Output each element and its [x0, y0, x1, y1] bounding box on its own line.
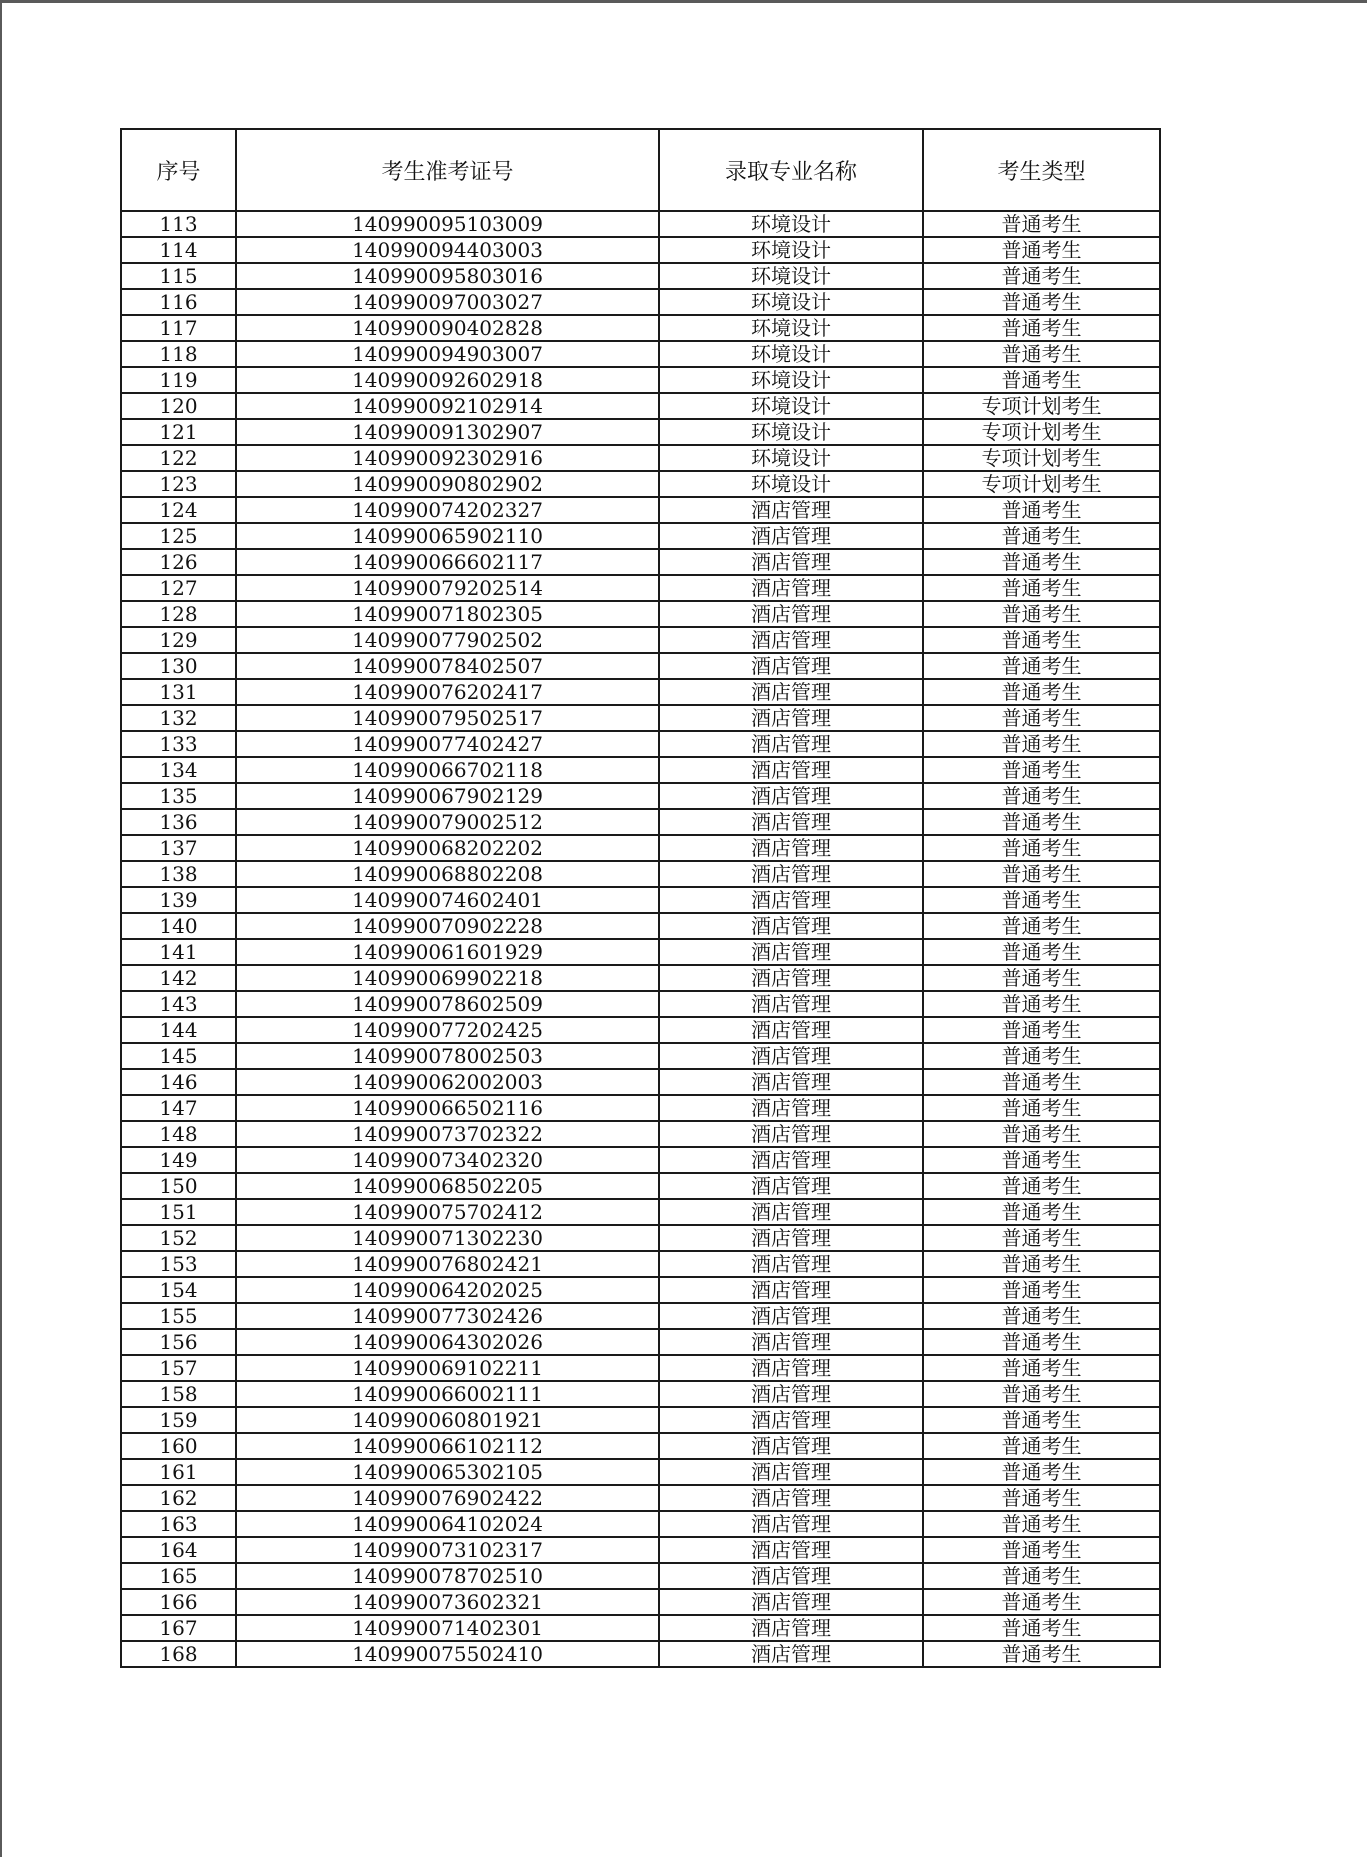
cell-candidate-type: 普通考生 — [923, 1511, 1160, 1537]
cell-serial-number: 138 — [121, 861, 236, 887]
table-row — [121, 1303, 1160, 1329]
cell-exam-ticket-number: 140990095803016 — [236, 263, 659, 289]
table-row — [121, 627, 1160, 653]
cell-major-name: 酒店管理 — [659, 1017, 923, 1043]
cell-exam-ticket-number: 140990073702322 — [236, 1121, 659, 1147]
cell-major-name: 环境设计 — [659, 445, 923, 471]
cell-exam-ticket-number: 140990071802305 — [236, 601, 659, 627]
cell-major-name: 酒店管理 — [659, 1095, 923, 1121]
cell-major-name: 酒店管理 — [659, 835, 923, 861]
page-left-border — [0, 0, 2, 1857]
cell-major-name: 环境设计 — [659, 341, 923, 367]
cell-major-name: 酒店管理 — [659, 861, 923, 887]
cell-exam-ticket-number: 140990073602321 — [236, 1589, 659, 1615]
cell-major-name: 环境设计 — [659, 367, 923, 393]
cell-candidate-type: 普通考生 — [923, 1225, 1160, 1251]
cell-major-name: 酒店管理 — [659, 1199, 923, 1225]
cell-exam-ticket-number: 140990078402507 — [236, 653, 659, 679]
cell-exam-ticket-number: 140990074202327 — [236, 497, 659, 523]
cell-serial-number: 121 — [121, 419, 236, 445]
table-row — [121, 445, 1160, 471]
cell-exam-ticket-number: 140990078702510 — [236, 1563, 659, 1589]
cell-exam-ticket-number: 140990077202425 — [236, 1017, 659, 1043]
cell-major-name: 酒店管理 — [659, 1433, 923, 1459]
cell-major-name: 酒店管理 — [659, 1329, 923, 1355]
cell-major-name: 酒店管理 — [659, 523, 923, 549]
table-row — [121, 393, 1160, 419]
cell-candidate-type: 普通考生 — [923, 705, 1160, 731]
cell-major-name: 酒店管理 — [659, 1511, 923, 1537]
cell-major-name: 酒店管理 — [659, 1251, 923, 1277]
table-row — [121, 1537, 1160, 1563]
cell-serial-number: 116 — [121, 289, 236, 315]
cell-candidate-type: 普通考生 — [923, 601, 1160, 627]
table-row — [121, 991, 1160, 1017]
cell-serial-number: 127 — [121, 575, 236, 601]
cell-candidate-type: 普通考生 — [923, 1329, 1160, 1355]
table-row — [121, 1641, 1160, 1667]
cell-exam-ticket-number: 140990094903007 — [236, 341, 659, 367]
cell-major-name: 酒店管理 — [659, 1277, 923, 1303]
cell-major-name: 酒店管理 — [659, 965, 923, 991]
cell-candidate-type: 普通考生 — [923, 835, 1160, 861]
cell-candidate-type: 普通考生 — [923, 679, 1160, 705]
cell-serial-number: 168 — [121, 1641, 236, 1667]
table-row — [121, 653, 1160, 679]
cell-serial-number: 159 — [121, 1407, 236, 1433]
table-row — [121, 497, 1160, 523]
cell-candidate-type: 普通考生 — [923, 497, 1160, 523]
cell-serial-number: 160 — [121, 1433, 236, 1459]
cell-exam-ticket-number: 140990064102024 — [236, 1511, 659, 1537]
cell-exam-ticket-number: 140990076802421 — [236, 1251, 659, 1277]
cell-major-name: 酒店管理 — [659, 627, 923, 653]
cell-exam-ticket-number: 140990092302916 — [236, 445, 659, 471]
cell-exam-ticket-number: 140990068202202 — [236, 835, 659, 861]
cell-serial-number: 133 — [121, 731, 236, 757]
cell-candidate-type: 普通考生 — [923, 627, 1160, 653]
table-row — [121, 211, 1160, 237]
cell-exam-ticket-number: 140990079202514 — [236, 575, 659, 601]
table-row — [121, 1485, 1160, 1511]
cell-candidate-type: 普通考生 — [923, 575, 1160, 601]
table-row — [121, 1589, 1160, 1615]
cell-major-name: 环境设计 — [659, 419, 923, 445]
cell-candidate-type: 普通考生 — [923, 1043, 1160, 1069]
cell-exam-ticket-number: 140990068502205 — [236, 1173, 659, 1199]
cell-candidate-type: 普通考生 — [923, 1381, 1160, 1407]
cell-major-name: 酒店管理 — [659, 991, 923, 1017]
cell-serial-number: 155 — [121, 1303, 236, 1329]
cell-candidate-type: 普通考生 — [923, 1433, 1160, 1459]
cell-serial-number: 163 — [121, 1511, 236, 1537]
table-row — [121, 601, 1160, 627]
cell-exam-ticket-number: 140990069102211 — [236, 1355, 659, 1381]
cell-major-name: 酒店管理 — [659, 1303, 923, 1329]
cell-candidate-type: 普通考生 — [923, 1121, 1160, 1147]
cell-serial-number: 143 — [121, 991, 236, 1017]
cell-major-name: 酒店管理 — [659, 1459, 923, 1485]
cell-major-name: 环境设计 — [659, 315, 923, 341]
cell-candidate-type: 普通考生 — [923, 861, 1160, 887]
table-header-row — [121, 129, 1160, 211]
table-row — [121, 965, 1160, 991]
cell-candidate-type: 普通考生 — [923, 1095, 1160, 1121]
table-row — [121, 757, 1160, 783]
cell-serial-number: 120 — [121, 393, 236, 419]
cell-candidate-type: 普通考生 — [923, 1173, 1160, 1199]
cell-exam-ticket-number: 140990090802902 — [236, 471, 659, 497]
cell-candidate-type: 普通考生 — [923, 783, 1160, 809]
table-row — [121, 341, 1160, 367]
cell-major-name: 酒店管理 — [659, 809, 923, 835]
cell-exam-ticket-number: 140990069902218 — [236, 965, 659, 991]
cell-candidate-type: 普通考生 — [923, 341, 1160, 367]
cell-serial-number: 148 — [121, 1121, 236, 1147]
cell-major-name: 酒店管理 — [659, 913, 923, 939]
table-row — [121, 1147, 1160, 1173]
cell-candidate-type: 普通考生 — [923, 1199, 1160, 1225]
cell-serial-number: 150 — [121, 1173, 236, 1199]
table-row — [121, 705, 1160, 731]
cell-exam-ticket-number: 140990066702118 — [236, 757, 659, 783]
table-row — [121, 523, 1160, 549]
cell-exam-ticket-number: 140990067902129 — [236, 783, 659, 809]
cell-serial-number: 162 — [121, 1485, 236, 1511]
header-serial-number: 序号 — [121, 129, 236, 211]
cell-serial-number: 142 — [121, 965, 236, 991]
table-row — [121, 861, 1160, 887]
cell-major-name: 酒店管理 — [659, 705, 923, 731]
table-row — [121, 835, 1160, 861]
table-row — [121, 575, 1160, 601]
cell-exam-ticket-number: 140990068802208 — [236, 861, 659, 887]
cell-exam-ticket-number: 140990066102112 — [236, 1433, 659, 1459]
cell-serial-number: 119 — [121, 367, 236, 393]
cell-exam-ticket-number: 140990074602401 — [236, 887, 659, 913]
cell-major-name: 酒店管理 — [659, 1147, 923, 1173]
cell-candidate-type: 专项计划考生 — [923, 445, 1160, 471]
cell-major-name: 酒店管理 — [659, 887, 923, 913]
table-row — [121, 1199, 1160, 1225]
cell-exam-ticket-number: 140990097003027 — [236, 289, 659, 315]
cell-serial-number: 161 — [121, 1459, 236, 1485]
table-row — [121, 913, 1160, 939]
cell-exam-ticket-number: 140990061601929 — [236, 939, 659, 965]
cell-serial-number: 139 — [121, 887, 236, 913]
cell-serial-number: 130 — [121, 653, 236, 679]
table-row — [121, 1563, 1160, 1589]
cell-serial-number: 149 — [121, 1147, 236, 1173]
header-major-name: 录取专业名称 — [659, 129, 923, 211]
cell-major-name: 酒店管理 — [659, 1043, 923, 1069]
cell-exam-ticket-number: 140990076202417 — [236, 679, 659, 705]
table-row — [121, 1173, 1160, 1199]
cell-exam-ticket-number: 140990090402828 — [236, 315, 659, 341]
cell-serial-number: 113 — [121, 211, 236, 237]
table-row — [121, 1511, 1160, 1537]
cell-major-name: 环境设计 — [659, 393, 923, 419]
cell-serial-number: 156 — [121, 1329, 236, 1355]
cell-exam-ticket-number: 140990066602117 — [236, 549, 659, 575]
table-row — [121, 1433, 1160, 1459]
table-row — [121, 1615, 1160, 1641]
cell-major-name: 酒店管理 — [659, 1407, 923, 1433]
cell-serial-number: 158 — [121, 1381, 236, 1407]
cell-major-name: 酒店管理 — [659, 783, 923, 809]
cell-major-name: 酒店管理 — [659, 1121, 923, 1147]
table-row — [121, 1407, 1160, 1433]
table-row — [121, 289, 1160, 315]
cell-candidate-type: 普通考生 — [923, 549, 1160, 575]
cell-exam-ticket-number: 140990065902110 — [236, 523, 659, 549]
cell-serial-number: 114 — [121, 237, 236, 263]
table-row — [121, 1381, 1160, 1407]
cell-serial-number: 153 — [121, 1251, 236, 1277]
cell-serial-number: 134 — [121, 757, 236, 783]
cell-major-name: 酒店管理 — [659, 1615, 923, 1641]
cell-candidate-type: 普通考生 — [923, 1537, 1160, 1563]
cell-exam-ticket-number: 140990062002003 — [236, 1069, 659, 1095]
cell-exam-ticket-number: 140990071402301 — [236, 1615, 659, 1641]
cell-exam-ticket-number: 140990064302026 — [236, 1329, 659, 1355]
cell-candidate-type: 普通考生 — [923, 1407, 1160, 1433]
cell-exam-ticket-number: 140990092602918 — [236, 367, 659, 393]
cell-exam-ticket-number: 140990071302230 — [236, 1225, 659, 1251]
cell-serial-number: 131 — [121, 679, 236, 705]
table-row — [121, 237, 1160, 263]
cell-candidate-type: 普通考生 — [923, 523, 1160, 549]
cell-candidate-type: 普通考生 — [923, 1303, 1160, 1329]
cell-major-name: 酒店管理 — [659, 653, 923, 679]
cell-serial-number: 125 — [121, 523, 236, 549]
cell-major-name: 酒店管理 — [659, 575, 923, 601]
cell-serial-number: 157 — [121, 1355, 236, 1381]
page-top-border — [0, 0, 1367, 3]
cell-candidate-type: 普通考生 — [923, 939, 1160, 965]
cell-serial-number: 115 — [121, 263, 236, 289]
table-row — [121, 1043, 1160, 1069]
cell-major-name: 酒店管理 — [659, 939, 923, 965]
cell-candidate-type: 普通考生 — [923, 1147, 1160, 1173]
cell-candidate-type: 普通考生 — [923, 315, 1160, 341]
cell-major-name: 环境设计 — [659, 237, 923, 263]
table-row — [121, 679, 1160, 705]
cell-major-name: 酒店管理 — [659, 497, 923, 523]
cell-exam-ticket-number: 140990094403003 — [236, 237, 659, 263]
table-row — [121, 1355, 1160, 1381]
cell-serial-number: 140 — [121, 913, 236, 939]
cell-serial-number: 152 — [121, 1225, 236, 1251]
cell-candidate-type: 普通考生 — [923, 991, 1160, 1017]
table-row — [121, 263, 1160, 289]
table-row — [121, 1121, 1160, 1147]
cell-candidate-type: 普通考生 — [923, 809, 1160, 835]
table-row — [121, 809, 1160, 835]
cell-major-name: 酒店管理 — [659, 549, 923, 575]
table-row — [121, 419, 1160, 445]
cell-candidate-type: 普通考生 — [923, 1251, 1160, 1277]
table-row — [121, 367, 1160, 393]
table-row — [121, 471, 1160, 497]
table-row — [121, 315, 1160, 341]
cell-candidate-type: 普通考生 — [923, 1277, 1160, 1303]
cell-candidate-type: 普通考生 — [923, 263, 1160, 289]
header-exam-ticket-number: 考生准考证号 — [236, 129, 659, 211]
table-row — [121, 1069, 1160, 1095]
cell-major-name: 酒店管理 — [659, 1225, 923, 1251]
cell-serial-number: 164 — [121, 1537, 236, 1563]
cell-candidate-type: 普通考生 — [923, 289, 1160, 315]
cell-exam-ticket-number: 140990064202025 — [236, 1277, 659, 1303]
cell-candidate-type: 普通考生 — [923, 731, 1160, 757]
table-row — [121, 887, 1160, 913]
cell-candidate-type: 普通考生 — [923, 965, 1160, 991]
cell-major-name: 酒店管理 — [659, 1069, 923, 1095]
cell-major-name: 酒店管理 — [659, 1589, 923, 1615]
cell-major-name: 环境设计 — [659, 263, 923, 289]
cell-exam-ticket-number: 140990077902502 — [236, 627, 659, 653]
cell-candidate-type: 普通考生 — [923, 653, 1160, 679]
cell-major-name: 酒店管理 — [659, 1381, 923, 1407]
cell-serial-number: 141 — [121, 939, 236, 965]
cell-candidate-type: 普通考生 — [923, 1017, 1160, 1043]
cell-serial-number: 144 — [121, 1017, 236, 1043]
cell-candidate-type: 普通考生 — [923, 757, 1160, 783]
cell-serial-number: 167 — [121, 1615, 236, 1641]
table-body — [121, 211, 1160, 1667]
cell-exam-ticket-number: 140990079502517 — [236, 705, 659, 731]
cell-candidate-type: 普通考生 — [923, 1459, 1160, 1485]
cell-serial-number: 166 — [121, 1589, 236, 1615]
cell-serial-number: 132 — [121, 705, 236, 731]
header-candidate-type: 考生类型 — [923, 129, 1160, 211]
table-row — [121, 1225, 1160, 1251]
cell-major-name: 酒店管理 — [659, 1563, 923, 1589]
cell-serial-number: 137 — [121, 835, 236, 861]
cell-exam-ticket-number: 140990075502410 — [236, 1641, 659, 1667]
cell-serial-number: 124 — [121, 497, 236, 523]
cell-exam-ticket-number: 140990070902228 — [236, 913, 659, 939]
cell-major-name: 酒店管理 — [659, 1173, 923, 1199]
cell-major-name: 环境设计 — [659, 471, 923, 497]
cell-major-name: 环境设计 — [659, 211, 923, 237]
cell-candidate-type: 普通考生 — [923, 887, 1160, 913]
cell-serial-number: 151 — [121, 1199, 236, 1225]
cell-candidate-type: 普通考生 — [923, 1589, 1160, 1615]
cell-candidate-type: 专项计划考生 — [923, 393, 1160, 419]
cell-serial-number: 117 — [121, 315, 236, 341]
cell-candidate-type: 普通考生 — [923, 1069, 1160, 1095]
cell-candidate-type: 普通考生 — [923, 211, 1160, 237]
cell-serial-number: 126 — [121, 549, 236, 575]
cell-serial-number: 165 — [121, 1563, 236, 1589]
cell-exam-ticket-number: 140990066502116 — [236, 1095, 659, 1121]
cell-exam-ticket-number: 140990095103009 — [236, 211, 659, 237]
table-row — [121, 939, 1160, 965]
cell-candidate-type: 普通考生 — [923, 1485, 1160, 1511]
cell-major-name: 环境设计 — [659, 289, 923, 315]
cell-exam-ticket-number: 140990060801921 — [236, 1407, 659, 1433]
table-row — [121, 1277, 1160, 1303]
table-row — [121, 1017, 1160, 1043]
cell-exam-ticket-number: 140990066002111 — [236, 1381, 659, 1407]
cell-exam-ticket-number: 140990076902422 — [236, 1485, 659, 1511]
cell-major-name: 酒店管理 — [659, 757, 923, 783]
cell-exam-ticket-number: 140990075702412 — [236, 1199, 659, 1225]
cell-exam-ticket-number: 140990078002503 — [236, 1043, 659, 1069]
cell-exam-ticket-number: 140990073102317 — [236, 1537, 659, 1563]
cell-candidate-type: 普通考生 — [923, 1615, 1160, 1641]
cell-exam-ticket-number: 140990079002512 — [236, 809, 659, 835]
cell-serial-number: 147 — [121, 1095, 236, 1121]
table-row — [121, 783, 1160, 809]
cell-major-name: 酒店管理 — [659, 1641, 923, 1667]
cell-major-name: 酒店管理 — [659, 1537, 923, 1563]
table-row — [121, 1095, 1160, 1121]
table-row — [121, 549, 1160, 575]
cell-serial-number: 128 — [121, 601, 236, 627]
cell-major-name: 酒店管理 — [659, 1485, 923, 1511]
cell-candidate-type: 普通考生 — [923, 237, 1160, 263]
cell-major-name: 酒店管理 — [659, 679, 923, 705]
table-row — [121, 731, 1160, 757]
cell-serial-number: 145 — [121, 1043, 236, 1069]
table-row — [121, 1251, 1160, 1277]
cell-exam-ticket-number: 140990091302907 — [236, 419, 659, 445]
cell-serial-number: 122 — [121, 445, 236, 471]
cell-candidate-type: 普通考生 — [923, 1355, 1160, 1381]
admission-table — [120, 128, 1161, 1668]
cell-exam-ticket-number: 140990077302426 — [236, 1303, 659, 1329]
cell-exam-ticket-number: 140990078602509 — [236, 991, 659, 1017]
cell-major-name: 酒店管理 — [659, 601, 923, 627]
cell-candidate-type: 普通考生 — [923, 1563, 1160, 1589]
cell-candidate-type: 普通考生 — [923, 367, 1160, 393]
cell-serial-number: 146 — [121, 1069, 236, 1095]
cell-serial-number: 136 — [121, 809, 236, 835]
cell-serial-number: 123 — [121, 471, 236, 497]
cell-major-name: 酒店管理 — [659, 731, 923, 757]
table-row — [121, 1459, 1160, 1485]
cell-candidate-type: 普通考生 — [923, 913, 1160, 939]
cell-serial-number: 154 — [121, 1277, 236, 1303]
cell-candidate-type: 专项计划考生 — [923, 419, 1160, 445]
cell-serial-number: 129 — [121, 627, 236, 653]
cell-exam-ticket-number: 140990077402427 — [236, 731, 659, 757]
table-row — [121, 1329, 1160, 1355]
cell-exam-ticket-number: 140990065302105 — [236, 1459, 659, 1485]
cell-exam-ticket-number: 140990073402320 — [236, 1147, 659, 1173]
cell-major-name: 酒店管理 — [659, 1355, 923, 1381]
cell-exam-ticket-number: 140990092102914 — [236, 393, 659, 419]
cell-serial-number: 118 — [121, 341, 236, 367]
cell-candidate-type: 普通考生 — [923, 1641, 1160, 1667]
cell-candidate-type: 专项计划考生 — [923, 471, 1160, 497]
cell-serial-number: 135 — [121, 783, 236, 809]
